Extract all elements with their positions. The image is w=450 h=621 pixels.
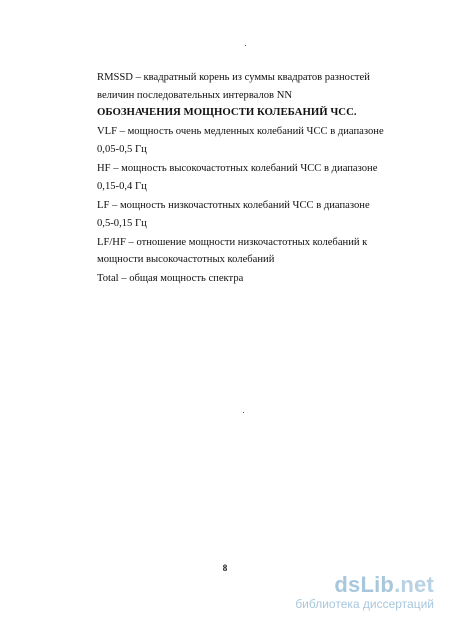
hf-line-1: HF – мощность высокочастотных колебаний ЧСС в диапазоне: [97, 162, 378, 174]
lfhf-line-1: LF/HF – отношение мощности низкочастотных колебаний к: [97, 236, 368, 248]
lf-line-1: LF – мощность низкочастотных колебаний ЧСС в диапазоне: [97, 199, 370, 211]
lf-definition: [97, 199, 397, 231]
lf-line-2: 0,5-0,15 Гц: [97, 218, 147, 229]
rmssd-definition: [97, 71, 397, 102]
total-definition: [97, 272, 397, 286]
watermark-logo: [234, 574, 434, 596]
total-line-1: Total – общая мощность спектра: [97, 272, 244, 284]
lfhf-definition: [97, 236, 397, 267]
hf-line-2: 0,15-0,4 Гц: [97, 181, 147, 192]
watermark-tagline: библиотека диссертаций: [295, 597, 434, 611]
rmssd-line-2: величин последовательных интервалов NN: [97, 89, 293, 101]
section-heading: ОБОЗНАЧЕНИЯ МОЩНОСТИ КОЛЕБАНИЙ ЧСС.: [97, 106, 357, 118]
rmssd-line-1: RMSSD – квадратный корень из суммы квадратов разностей: [97, 72, 370, 83]
dslib-watermark: [234, 574, 434, 611]
vlf-line-2: 0,05-0,5 Гц: [97, 144, 147, 155]
scan-speck-middle: [243, 412, 244, 413]
vlf-definition: [97, 125, 397, 157]
lfhf-line-2: мощности высокочастотных колебаний: [97, 254, 275, 265]
watermark-logo-main: dsLib: [334, 572, 395, 597]
page-number: 8: [222, 563, 228, 573]
watermark-logo-suffix: .net: [394, 572, 434, 597]
scan-speck-top: [245, 45, 246, 46]
document-body: [97, 71, 397, 285]
hf-definition: [97, 162, 397, 194]
vlf-line-1: VLF – мощность очень медленных колебаний ЧСС в диапазоне: [97, 125, 384, 137]
